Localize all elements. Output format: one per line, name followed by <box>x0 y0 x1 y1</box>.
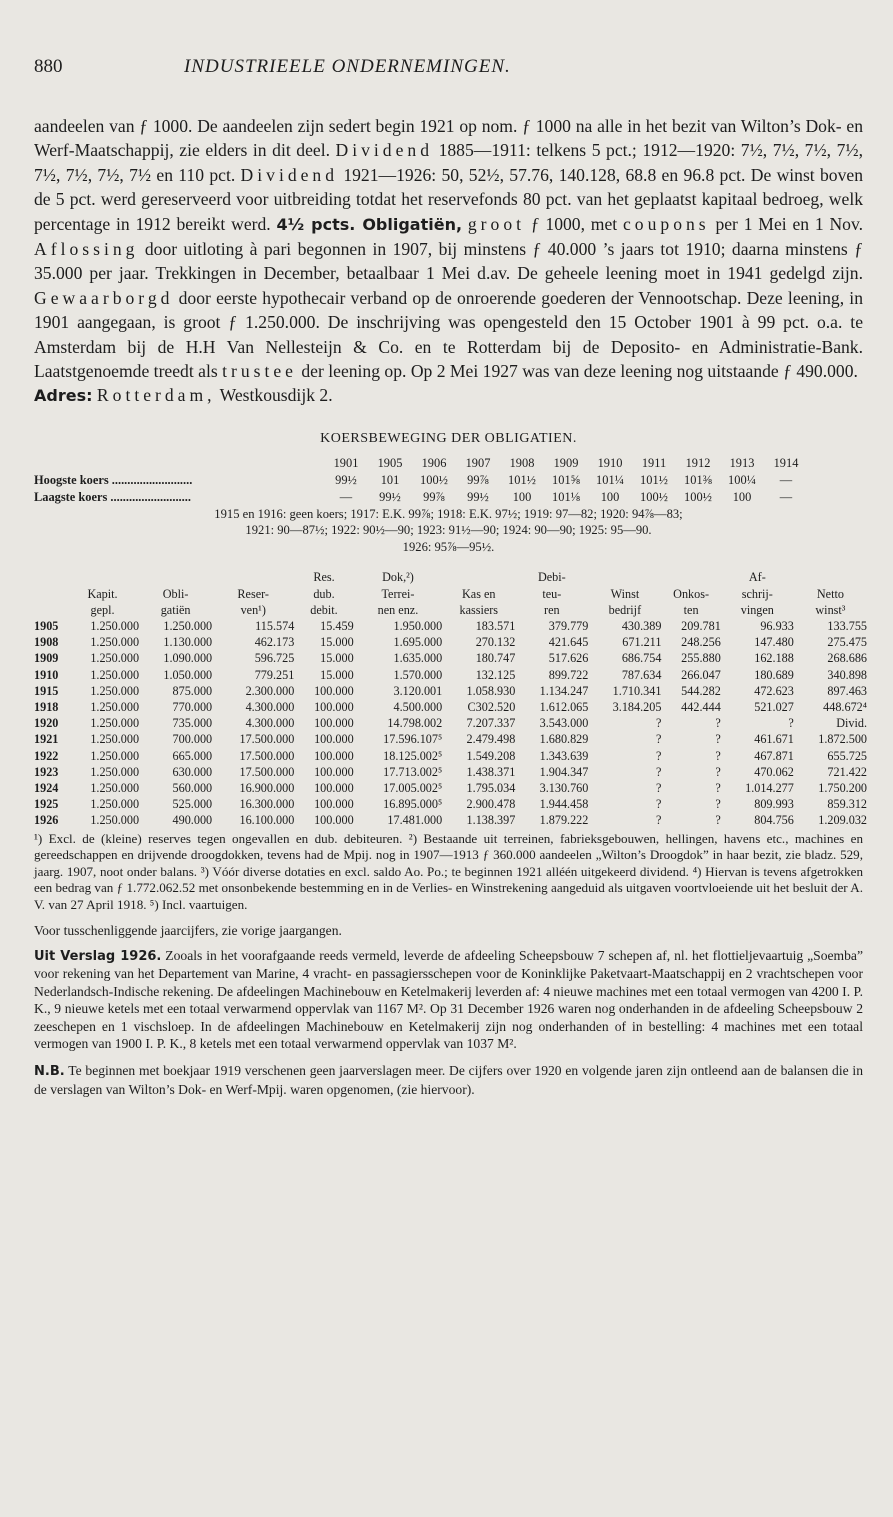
fin-value-cell: 255.880 <box>681 651 721 666</box>
fin-value-cell: 630.000 <box>172 764 213 779</box>
fin-header: dub. <box>313 586 335 601</box>
fin-header-row-1 <box>34 569 867 585</box>
fin-value-cell: 1.904.347 <box>539 764 589 779</box>
fin-value-cell: 183.571 <box>475 618 516 633</box>
fin-value-cell: 15.000 <box>320 651 354 666</box>
fin-value-cell: 1.250.000 <box>90 813 140 828</box>
fin-header: ten <box>683 602 699 617</box>
fin-row <box>34 715 867 731</box>
fin-value-cell: 100.000 <box>314 781 354 796</box>
fin-value-cell: 16.900.000 <box>239 781 295 796</box>
fin-value-cell: 1.138.397 <box>466 813 516 828</box>
fin-value-cell: 100.000 <box>314 813 354 828</box>
koers-year: 1901 <box>333 455 359 470</box>
fin-value-cell: 96.933 <box>760 618 794 633</box>
fin-value-cell: 544.282 <box>681 683 721 698</box>
fin-value-cell: ? <box>656 732 662 747</box>
fin-value-cell: 899.722 <box>548 667 589 682</box>
koers-line-2: 1921: 90—87½; 1922: 90½—90; 1923: 91½—90; 1924: 90—90; 1925: 95—90. <box>245 523 652 538</box>
koers-year: 1914 <box>773 455 799 470</box>
fin-year-cell: 1910 <box>34 667 59 682</box>
intro-text-2: 1885—1911: telkens 5 pct.; 1912—1920: 7½, 7½, 7½, 7½, 7½, 7½, 7½, 7½ en 110 pct. <box>34 140 863 185</box>
koers-cell: 100½ <box>684 489 712 504</box>
fin-value-cell: 270.132 <box>475 635 516 650</box>
fin-header: Res. <box>313 570 335 585</box>
koers-year: 1907 <box>465 455 491 470</box>
address-street: Westkousdijk 2. <box>215 385 333 406</box>
intro-text-4b: ƒ 1000, met <box>525 213 623 234</box>
koers-year: 1905 <box>377 455 403 470</box>
fin-value-cell: ? <box>715 813 721 828</box>
fin-value-cell: 448.672⁴ <box>823 700 867 714</box>
fin-value-cell: 721.422 <box>827 764 867 779</box>
fin-header: Dok,²) <box>382 570 414 585</box>
fin-header: nen enz. <box>377 602 419 617</box>
fin-value-cell: 1.250.000 <box>90 797 140 812</box>
fin-value-cell: 442.444 <box>681 700 721 714</box>
fin-header: winst³ <box>815 602 846 617</box>
fin-value-cell: ? <box>715 764 721 779</box>
fin-value-cell: 2.479.498 <box>466 732 516 747</box>
fin-value-cell: 1.438.371 <box>466 764 516 779</box>
fin-value-cell: 1.612.065 <box>539 700 589 714</box>
fin-value-cell: 266.047 <box>681 667 721 682</box>
fin-value-cell: 17.500.000 <box>239 732 295 747</box>
fin-row <box>34 812 867 828</box>
fin-value-cell: 1.250.000 <box>163 618 213 633</box>
fin-year-cell: 1926 <box>34 813 59 828</box>
koers-cell: — <box>779 489 793 504</box>
tussen-note: Voor tusschenliggende jaarcijfers, zie vorige jaargangen. <box>34 922 342 938</box>
fin-header: Kas en <box>462 586 496 601</box>
fin-value-cell: 115.574 <box>255 618 295 633</box>
fin-row <box>34 699 867 715</box>
koers-year: 1911 <box>641 455 667 470</box>
fin-value-cell: 462.173 <box>254 635 295 650</box>
koers-year: 1913 <box>729 455 755 470</box>
fin-value-cell: 517.626 <box>548 651 589 666</box>
fin-value-cell: 100.000 <box>314 683 354 698</box>
fin-value-cell: 665.000 <box>172 748 213 763</box>
koers-title: KOERSBEWEGING DER OBLIGATIEN. <box>320 430 577 446</box>
page-header <box>34 56 863 78</box>
koers-row-label: Laagste koers .......................... <box>34 489 191 504</box>
koers-cell: 100 <box>732 489 752 504</box>
fin-value-cell: 1.250.000 <box>90 635 140 650</box>
koers-cell: — <box>339 489 353 504</box>
fin-value-cell: 17.596.107⁵ <box>383 732 443 747</box>
koers-year-row <box>34 455 808 472</box>
fin-value-cell: ? <box>656 748 662 763</box>
fin-row <box>34 764 867 780</box>
koers-cell: 99½ <box>467 489 489 504</box>
fin-header: Netto <box>816 586 844 601</box>
fin-value-cell: 787.634 <box>621 667 662 682</box>
intro-text-7: door eerste hypothecair verband op de onroerende goederen der Vennootschap. Deze leening, in 1901 aangegaan, is groot ƒ 1.250.000. De inschrijving was opengesteld den 15 October 1901 à 99 pct. o.a. te Amsterdam bij de H.H Van Nellesteijn & Co. en te Rotterdam bij de Deposito- en Administratie-Bank. Laatstgenoemde treedt als <box>34 287 863 382</box>
gewaarborgd-label: Gewaarborgd <box>34 287 174 308</box>
intro-text-8: der leening op. Op 2 Mei 1927 was van deze leening nog uitstaande ƒ 490.000. <box>296 361 858 382</box>
fin-value-cell: 1.250.000 <box>90 700 140 714</box>
fin-value-cell: 1.710.341 <box>612 683 662 698</box>
koers-cell: — <box>779 472 793 487</box>
koers-line-1: 1915 en 1916: geen koers; 1917: E.K. 99⅞; 1918: E.K. 97½; 1919: 97—82; 1920: 94⅞—83; <box>214 506 683 521</box>
koers-cell: 100 <box>512 489 532 504</box>
fin-row <box>34 650 867 666</box>
koers-year: 1912 <box>685 455 711 470</box>
fin-row <box>34 683 867 699</box>
fin-value-cell: 671.211 <box>622 635 662 650</box>
address-label: Adres: <box>34 386 93 406</box>
fin-value-cell: 1.343.639 <box>539 748 589 763</box>
fin-value-cell: 472.623 <box>754 683 794 698</box>
fin-header: teu- <box>542 586 562 601</box>
koers-high-row <box>34 472 808 489</box>
fin-row <box>34 618 867 634</box>
company-description <box>34 114 863 409</box>
fin-value-cell: 1.879.222 <box>539 813 589 828</box>
fin-value-cell: 655.725 <box>827 748 867 763</box>
fin-value-cell: 100.000 <box>314 732 354 747</box>
fin-value-cell: 4.300.000 <box>245 716 295 731</box>
fin-value-cell: ? <box>656 797 662 812</box>
coupons-label: coupons <box>623 213 710 234</box>
fin-header: kassiers <box>459 602 499 617</box>
fin-value-cell: 1.250.000 <box>90 667 140 682</box>
fin-value-cell: 1.130.000 <box>163 635 213 650</box>
fin-value-cell: 17.005.002⁵ <box>383 781 443 796</box>
fin-year-cell: 1909 <box>34 651 59 666</box>
koers-cell: 100 <box>600 489 620 504</box>
nb-label: N.B. <box>34 1064 65 1080</box>
fin-value-cell: 16.100.000 <box>239 813 295 828</box>
fin-value-cell: ? <box>656 813 662 828</box>
koers-cell: 99½ <box>335 472 357 487</box>
fin-row <box>34 634 867 650</box>
koers-cell: 101 <box>380 472 400 487</box>
fin-value-cell: 770.000 <box>172 700 213 714</box>
intro-text-5: per 1 Mei en 1 Nov. <box>709 213 864 234</box>
fin-value-cell: 525.000 <box>172 797 213 812</box>
fin-value-cell: 3.543.000 <box>539 716 589 731</box>
fin-value-cell: 180.747 <box>475 651 516 666</box>
koers-year: 1910 <box>597 455 623 470</box>
koers-year: 1906 <box>421 455 447 470</box>
fin-header: schrij- <box>741 586 773 601</box>
fin-value-cell: 1.872.500 <box>818 732 867 747</box>
fin-value-cell: 15.000 <box>320 635 354 650</box>
fin-value-cell: 15.459 <box>320 618 354 633</box>
fin-value-cell: 1.250.000 <box>90 618 140 633</box>
koers-cell: 101½ <box>508 472 536 487</box>
trustee-label: trustee <box>222 361 297 382</box>
fin-value-cell: ? <box>715 781 721 796</box>
obligations-label: 4½ pcts. Obligatiën, <box>276 214 463 234</box>
koers-cell: 101½ <box>640 472 668 487</box>
verslag-paragraph <box>34 947 863 1052</box>
fin-header: debit. <box>310 602 338 617</box>
fin-value-cell: 809.993 <box>754 797 794 812</box>
fin-value-cell: 209.781 <box>681 618 721 633</box>
fin-value-cell: 1.795.034 <box>466 781 516 796</box>
fin-value-cell: 1.570.000 <box>393 667 443 682</box>
fin-value-cell: 1.549.208 <box>466 748 516 763</box>
fin-value-cell: 1.209.032 <box>818 813 867 828</box>
page-number: 880 <box>34 56 63 77</box>
dividend-label-2: Dividend <box>240 164 339 185</box>
koers-row-label: Hoogste koers .......................... <box>34 472 193 487</box>
fin-header: ven¹) <box>240 602 266 617</box>
koers-line-3: 1926: 95⅞—95½. <box>402 539 495 554</box>
koers-year: 1908 <box>509 455 535 470</box>
koers-cell: 99½ <box>379 489 401 504</box>
fin-value-cell: 1.680.829 <box>539 732 589 747</box>
fin-value-cell: 1.134.247 <box>539 683 589 698</box>
fin-value-cell: 248.256 <box>681 635 721 650</box>
intro-text-3: 1921—1926: 50, 52½, 57.76, 140.128, 68.8 en 96.8 pct. De winst boven de 5 pct. werd gereserveerd voor uitbreiding totdat het reservefonds 80 pct. van het geplaatst kapitaal bedroeg, welk percentage in 1912 bereikt werd. <box>34 164 863 234</box>
fin-value-cell: 430.389 <box>621 618 662 633</box>
fin-value-cell: ? <box>656 764 662 779</box>
fin-value-cell: 3.120.001 <box>393 683 443 698</box>
fin-value-cell: 16.300.000 <box>239 797 295 812</box>
fin-value-cell: 133.755 <box>827 618 867 633</box>
running-title: INDUSTRIEELE ONDERNEMINGEN. <box>184 56 511 77</box>
fin-header: Obli- <box>162 586 189 601</box>
koers-cell: 101⅛ <box>552 489 580 504</box>
fin-value-cell: 162.188 <box>754 651 794 666</box>
fin-value-cell: 340.898 <box>827 667 867 682</box>
fin-header: Winst <box>610 586 640 601</box>
footnotes: ¹) Excl. de (kleine) reserves tegen ongevallen en dub. debiteuren. ²) Bestaande uit terreinen, fabrieksgebouwen, hellingen, havens etc., machines en gereedschappen en drijvende droogdokken, tevens had de Mpij. nog in 1907—1913 ƒ 360.000 aandeelen „Wilton’s Droogdok” in haar bezit, zie bladz. 529, jaarg. 1907, noot onder balans. ³) Vóór diverse dotaties en excl. saldo Ao. Po.; te beginnen 1921 alléén uitgekeerd dividend. ⁴) Hiervan is tevens afgetrokken een bedrag van ƒ 1.772.062.52 met onsonbekende bestemming en in de Verlies- en Winstrekening aangeduid als uitgaven voortvloeiende uit het besluit der A. V. van 27 April 1918. ⁵) Incl. vaartuigen. <box>34 830 863 912</box>
fin-value-cell: 467.871 <box>754 748 794 763</box>
fin-year-cell: 1923 <box>34 764 59 779</box>
fin-value-cell: 180.689 <box>754 667 794 682</box>
verslag-label: Uit Verslag 1926. <box>34 949 162 964</box>
aflossing-label: Aflossing <box>34 239 139 260</box>
groot-label: groot <box>467 213 526 234</box>
fin-header: ren <box>544 602 560 617</box>
dividend-label: Dividend <box>335 140 434 161</box>
fin-value-cell: Divid. <box>836 716 867 731</box>
fin-value-cell: 100.000 <box>314 716 354 731</box>
fin-header: Kapit. <box>87 586 118 601</box>
fin-value-cell: 875.000 <box>172 683 213 698</box>
fin-value-cell: 1.750.200 <box>818 781 867 796</box>
fin-value-cell: 686.754 <box>621 651 662 666</box>
fin-header: Reser- <box>237 586 269 601</box>
koers-cell: 99⅞ <box>467 472 489 487</box>
fin-value-cell: 1.250.000 <box>90 748 140 763</box>
fin-value-cell: 4.300.000 <box>245 700 295 714</box>
koers-cell: 101¼ <box>596 472 624 487</box>
fin-value-cell: 17.500.000 <box>239 764 295 779</box>
koers-cell: 99⅞ <box>423 489 445 504</box>
fin-value-cell: 700.000 <box>172 732 213 747</box>
fin-header-row-3 <box>34 602 867 618</box>
fin-year-cell: 1908 <box>34 635 59 650</box>
nb-paragraph <box>34 1062 863 1098</box>
fin-value-cell: 779.251 <box>254 667 295 682</box>
koers-year: 1909 <box>553 455 579 470</box>
fin-value-cell: 470.062 <box>754 764 794 779</box>
fin-value-cell: 100.000 <box>314 700 354 714</box>
fin-value-cell: 379.779 <box>548 618 589 633</box>
fin-header: gepl. <box>90 602 115 617</box>
fin-year-cell: 1922 <box>34 748 59 763</box>
fin-value-cell: ? <box>656 781 662 796</box>
fin-value-cell: 1.058.930 <box>466 683 516 698</box>
fin-value-cell: 132.125 <box>475 667 516 682</box>
fin-value-cell: 15.000 <box>320 667 354 682</box>
koers-cell: 101⅝ <box>552 472 580 487</box>
fin-header: bedrijf <box>608 602 642 617</box>
fin-value-cell: 1.250.000 <box>90 781 140 796</box>
intro-text-1: aandeelen van ƒ 1000. De aandeelen zijn sedert begin 1921 op nom. ƒ 1000 na alle in het bezit van Wilton’s Dok- en Werf-Maatschappij, zie elders in dit deel. <box>34 116 863 161</box>
fin-value-cell: 1.014.277 <box>745 781 794 796</box>
fin-value-cell: 2.900.478 <box>466 797 516 812</box>
fin-value-cell: ? <box>656 716 662 731</box>
fin-header: vingen <box>740 602 774 617</box>
fin-header: Af- <box>748 570 766 585</box>
fin-value-cell: 1.250.000 <box>90 683 140 698</box>
fin-value-cell: 1.250.000 <box>90 716 140 731</box>
fin-value-cell: 804.756 <box>754 813 794 828</box>
fin-value-cell: 735.000 <box>172 716 213 731</box>
koers-table <box>34 455 808 506</box>
fin-value-cell: 1.695.000 <box>393 635 443 650</box>
fin-value-cell: ? <box>715 732 721 747</box>
fin-value-cell: 421.645 <box>548 635 589 650</box>
nb-text: Te beginnen met boekjaar 1919 verschenen geen jaarverslagen meer. De cijfers over 1920 en volgende jaren zijn ontleend aan de balansen die in de verslagen van Wilton’s Dok- en Werf-Mpij. waren opgenomen, (zie hiervoor). <box>34 1063 863 1097</box>
fin-value-cell: 275.475 <box>827 635 867 650</box>
fin-value-cell: ? <box>788 716 794 731</box>
fin-value-cell: 2.300.000 <box>245 683 295 698</box>
fin-row <box>34 796 867 812</box>
koers-cell: 101⅜ <box>684 472 712 487</box>
fin-value-cell: 859.312 <box>827 797 867 812</box>
fin-value-cell: ? <box>715 748 721 763</box>
fin-value-cell: ? <box>715 716 721 731</box>
fin-header: Debi- <box>537 570 566 585</box>
fin-year-cell: 1921 <box>34 732 59 747</box>
fin-value-cell: 100.000 <box>314 797 354 812</box>
fin-header: Terrei- <box>381 586 415 601</box>
fin-value-cell: 521.027 <box>754 700 794 714</box>
fin-year-cell: 1924 <box>34 781 59 796</box>
fin-value-cell: 1.944.458 <box>539 797 589 812</box>
fin-value-cell: 147.480 <box>754 635 794 650</box>
fin-year-cell: 1925 <box>34 797 59 812</box>
fin-header-row-2 <box>34 586 867 602</box>
fin-value-cell: C302.520 <box>467 700 516 714</box>
fin-value-cell: 1.090.000 <box>163 651 213 666</box>
fin-row <box>34 667 867 683</box>
fin-value-cell: 560.000 <box>172 781 213 796</box>
koers-cell: 100½ <box>420 472 448 487</box>
fin-value-cell: 1.250.000 <box>90 732 140 747</box>
fin-value-cell: 3.184.205 <box>612 700 662 714</box>
address-city: Rotterdam, <box>96 385 216 406</box>
fin-row <box>34 780 867 796</box>
fin-value-cell: 3.130.760 <box>539 781 589 796</box>
financial-table <box>34 569 867 828</box>
fin-value-cell: 490.000 <box>172 813 213 828</box>
koers-low-row <box>34 489 808 506</box>
fin-value-cell: 897.463 <box>827 683 867 698</box>
fin-value-cell: 17.481.000 <box>387 813 443 828</box>
fin-value-cell: 16.895.000⁵ <box>383 797 443 812</box>
fin-header: gatiën <box>160 602 191 617</box>
fin-value-cell: 461.671 <box>754 732 794 747</box>
koers-cell: 100¼ <box>728 472 756 487</box>
fin-value-cell: 100.000 <box>314 748 354 763</box>
fin-value-cell: 1.635.000 <box>393 651 443 666</box>
fin-year-cell: 1918 <box>34 700 59 714</box>
fin-value-cell: 1.950.000 <box>393 618 443 633</box>
fin-row <box>34 731 867 747</box>
fin-row <box>34 748 867 764</box>
fin-value-cell: 1.250.000 <box>90 651 140 666</box>
fin-value-cell: 1.050.000 <box>163 667 213 682</box>
koers-cell: 100½ <box>640 489 668 504</box>
fin-value-cell: ? <box>715 797 721 812</box>
fin-year-cell: 1920 <box>34 716 59 731</box>
fin-header: Onkos- <box>673 586 710 601</box>
fin-value-cell: 268.686 <box>827 651 867 666</box>
fin-year-cell: 1905 <box>34 618 59 633</box>
fin-value-cell: 14.798.002 <box>387 716 443 731</box>
fin-value-cell: 7.207.337 <box>466 716 516 731</box>
fin-value-cell: 1.250.000 <box>90 764 140 779</box>
fin-value-cell: 100.000 <box>314 764 354 779</box>
fin-value-cell: 18.125.002⁵ <box>383 748 443 763</box>
fin-value-cell: 17.500.000 <box>239 748 295 763</box>
fin-year-cell: 1915 <box>34 683 59 698</box>
fin-value-cell: 4.500.000 <box>393 700 443 714</box>
intro-text-6: door uitloting à pari begonnen in 1907, bij minstens ƒ 40.000 ’s jaars tot 1910; daarna minstens ƒ 35.000 per jaar. Trekkingen in December, betaalbaar 1 Mei d.av. De geheele leening moet in 1941 gedelgd zijn. <box>34 239 863 284</box>
fin-value-cell: 596.725 <box>254 651 295 666</box>
verslag-text: Zooals in het voorafgaande reeds vermeld, leverde de afdeeling Scheepsbouw 7 schepen af, nl. het flottieljevaartuig „Soemba” voor rekening van het Departement van Marine, 4 vracht- en passagiersschepen voor de Koninklijke Paketvaart-Maatschappij en 2 vrachtschepen voor Nederlandsch-Indische rekening. De afdeelingen Machinebouw en Ketelmakerij leverden af: 4 nieuwe machines met een totaal vermogen van 4200 I. P. K., 9 nieuwe ketels met een totaal verwarmend oppervlak van 1167 M². Op 31 December 1926 waren nog onderhanden in de afdeeling Scheepsbouw 2 zeeschepen en 1 vischsloep. In de afdeelingen Machinebouw en Ketelmakerij zijn nog onderhanden of in bestelling: 4 machines met een totaal vermogen van 1900 I. P. K., 8 ketels met een totaal verwarmend oppervlak van 1037 M². <box>34 948 863 1052</box>
fin-value-cell: 17.713.002⁵ <box>383 764 443 779</box>
